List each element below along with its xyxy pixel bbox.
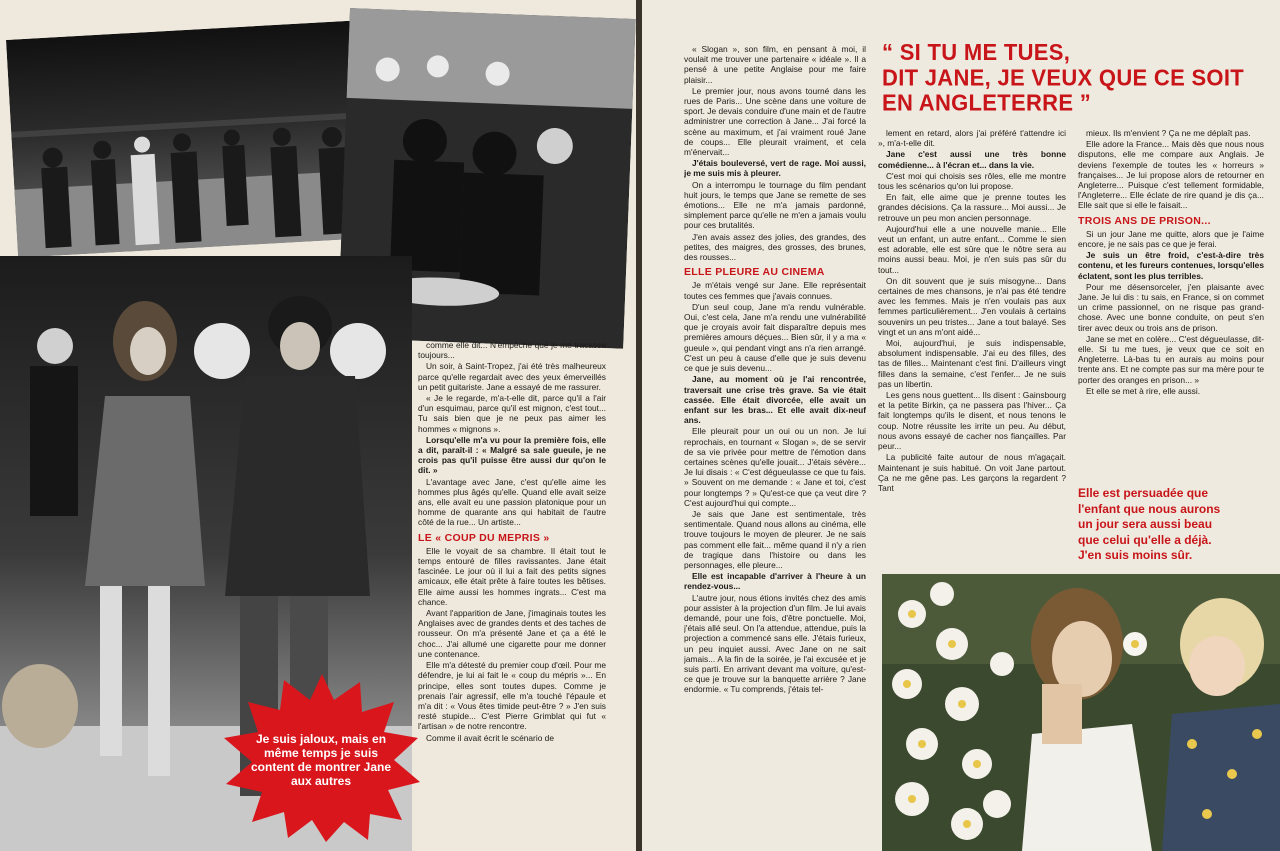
right-text-column-2 [878,128,1066,568]
paragraph: Je m'étais vengé sur Jane. Elle représentait toutes ces femmes que j'avais connues. [684,280,866,301]
paragraph: comme elle dit... N'empêche que je me tracasse toujours... [418,340,606,361]
paragraph: L'autre jour, nous étions invités chez des amis pour assister à la projection d'un film. Je lui avais demandé, pour une fois, d'être ponctuelle. Moi, j'étais allé seul. On l'a attendue, attendue, puis la projection a commencé sans elle. J'étais furieux, un peu inquiet aussi. Avec Jane on ne sait jamais... A la fin de la soirée, je l'ai excusée et je suis parti. En arrivant devant ma voiture, qu'est-ce que je trouve sur la banquette arrière ? Jane endormie. « Tu comprends, j'étais tel- [684,592,866,695]
paragraph: Jane, au moment où je l'ai rencontrée, traversait une crise très grave. Sa vie était cassée. Elle était divorcée, elle avait un enfant sur les bras... Et elle avait dix-neuf ans. [684,374,866,426]
pull-quote-line-3: un jour sera aussi beau [1078,517,1213,531]
paragraph: « Je le regarde, m'a-t-elle dit, parce qu'il a l'air d'un esquimau, parce qu'il est mignon, c'est tout... Tu sais bien que je ne peux pas aimer les hommes « mignons ». [418,393,606,434]
pull-quote [1078,486,1264,564]
paragraph: Jane se met en colère... C'est dégueulasse, dit-elle. Si tu me tues, je veux que ce soit en Angleterre. Là-bas tu en aurais au moins pour trente ans. Et ne compte pas sur ma mère pour te porter des oranges en prison... » [1078,333,1264,385]
paragraph: Je sais que Jane est sentimentale, très sentimentale. Quand nous allons au cinéma, elle trouve toujours le moyen de pleurer. Je ne sais pas comment elle fait... même quand il n'y a rien de tragique dans l'histoire ou dans les personnages, elle pleure... [684,508,866,570]
paragraph: Pour me désensorceler, j'en plaisante avec Jane. Je lui dis : tu sais, en France, si on commet un crime passionnel, on ne risque pas grand-chose. Avec une bonne conduite, on peut s'en tirer avec deux ou trois ans de prison. [1078,281,1264,333]
paragraph: Elle pleurait pour un oui ou un non. Je lui reprochais, en tournant « Slogan », de se servir de sa vie privée pour mettre de l'émotion dans certaines scènes qu'elle jouait... J'étais sévère... Je lui disais : « C'est dégueulasse ce que tu fais. » Souvent on me demande : « Jane et toi, c'est pour longtemps ? » Qu'est-ce que ça veut dire ? C'est aujourd'hui qui compte... [684,426,866,508]
paragraph: Si un jour Jane me quitte, alors que je l'aime encore, je ne sais pas ce que je ferai. [1078,228,1264,250]
section-heading: TROIS ANS DE PRISON... [1078,214,1211,227]
pull-quote-line-1: Elle est persuadée que [1078,486,1209,500]
paragraph: Comme il avait écrit le scénario de [426,732,555,743]
paragraph: L'avantage avec Jane, c'est qu'elle aime les hommes plus âgés qu'elle. Quand elle avait seize ans, elle avait eu une passion platonique pour un homme de quarante ans qui habitait de l'autre côté de la rue... Un artiste... [418,476,606,528]
paragraph: Lorsqu'elle m'a vu pour la première fois, elle a dit, paraît-il : « Malgré sa sale gueule, je ne crois pas qu'il puisse être aussi dur qu'on le dit. » [418,434,606,476]
paragraph: La publicité faite autour de nous m'agaçait. Maintenant je suis habitué. On voit Jane partout. Ça ne me gêne pas. Les garçons la regardent ? Tant [878,452,1066,493]
paragraph: Avant l'apparition de Jane, j'imaginais toutes les Anglaises avec de grandes dents et des taches de rousseur. On m'a présenté Jane et ça a été le choc... J'ai allumé une cigarette pour me donner une contenance. [418,608,606,659]
paragraph: C'est moi qui choisis ses rôles, elle me montre tous les scénarios qu'on lui propose. [878,170,1066,192]
headline-line-2: DIT JANE, JE VEUX QUE CE SOIT [882,64,1244,91]
left-page [0,0,636,851]
paragraph: Aujourd'hui elle a une nouvelle manie... Elle veut un enfant, un autre enfant... Comme le sien est adorable, elle est sûre que le nôtre sera au moins aussi beau. Moi, je n'en suis pas sûr du tout... [878,223,1066,275]
article-headline [882,40,1262,116]
paragraph: D'un seul coup, Jane m'a rendu vulnérable. Oui, c'est cela, Jane m'a rendu une vulnérabilité que je croyais avoir fait disparaître depuis mes premières amours déçues... Bien sûr, il y a ma « gueule », qui pendant vingt ans n'a rien arrangé. C'est un peu à cause d'elle que je suis devenu ce que je suis devenu... [684,301,866,374]
paragraph: Elle est incapable d'arriver à l'heure à un rendez-vous... [684,571,866,592]
paragraph: lement en retard, alors j'ai préféré t'attendre ici », m'a-t-elle dit. [878,128,1066,149]
section-heading: ELLE PLEURE AU CINEMA [684,266,825,279]
paragraph: « Slogan », son film, en pensant à moi, il voulait me trouver une partenaire « idéale ». Il a pensé à une petite Anglaise pour me faire plaisir... [684,44,866,85]
paragraph: Jane c'est aussi une très bonne comédienne... à l'écran et... dans la vie. [878,149,1066,170]
paragraph: mieux. Ils m'envient ? Ça ne me déplaît pas. [1086,128,1251,138]
paragraph: On a interrompu le tournage du film pendant huit jours, le temps que Jane se remette de ses émotions... Elle ne m'a jamais pardonné, simplement parce qu'elle ne m'en a jamais voulu pour ces brutalités. [684,179,866,231]
right-text-column-1 [684,44,866,814]
pull-quote-line-5: J'en suis moins sûr. [1078,548,1193,562]
paragraph: J'étais bouleversé, vert de rage. Moi aussi, je me suis mis à pleurer. [684,158,866,179]
paragraph: On dit souvent que je suis misogyne... Dans certaines de mes chansons, je n'ai pas été tendre avec les femmes. Mais je n'en voulais pas aux femmes particulièrement... J'en voulais à certains souvenirs un peu tristes... Jane a tout balayé. Ses vingt et un ans m'ont aidé... [878,275,1066,337]
right-text-column-3 [1078,128,1264,478]
headline-line-1: “ SI TU ME TUES, [882,39,1071,66]
pull-quote-line-2: l'enfant que nous aurons [1078,501,1221,516]
paragraph: Elle adore la France... Mais dès que nous nous disputons, elle me compare aux Anglais. Je deviens l'exemple de toutes les « horreurs » françaises... Je lui propose alors de retourner en Angleterre... Puisque c'est tellement formidable, l'Angleterre... Elle éclate de rire quand je dis ça... Elle sait que si elle le faisait... [1078,139,1264,211]
flowers-child-photo [882,574,1280,851]
section-heading: LE « COUP DU MEPRIS » [418,531,550,544]
paragraph: Moi, aujourd'hui, je suis indispensable, absolument indispensable. J'ai eu des filles, des tas de filles... Maintenant c'est fini. D'ailleurs vingt filles dans la semaine, c'est l'enfer... Je ne suis pas un libertin. [878,338,1066,389]
paragraph: J'en avais assez des jolies, des grandes, des petites, des maigres, des grosses, des brunes, des rousses... [684,231,866,263]
paragraph: Le premier jour, nous avons tourné dans les rues de Paris... Une scène dans une voiture de sport. Je devais conduire d'une main et de l'autre administrer une correction à Jane... J'ai forcé la scène au maximum, et j'ai vraiment roué Jane de coups... Elle pleurait vraiment, et cela m'énervait... [684,85,866,158]
paragraph: Je suis un être froid, c'est-à-dire très contenu, et les fureurs contenues, lorsqu'elles éclatent, sont les plus terribles. [1078,250,1264,281]
pull-quote-line-4: que celui qu'elle a déjà. [1078,532,1212,547]
right-page [642,0,1280,851]
paragraph: Elle le voyait de sa chambre. Il était tout le temps entouré de filles ravissantes. Jane était fascinée. Le jour où il lui a fait des petits signes amicaux, elle était prête à faire toutes les bêtises. Elle aime aussi les hommes ingrats... C'est ma chance. [418,545,606,607]
paragraph: Un soir, à Saint-Tropez, j'ai été très malheureux parce qu'elle regardait avec des yeux émerveillés un petit guitariste. Jane a essayé de me rassurer. [418,361,606,392]
paragraph: Les gens nous guettent... Ils disent : Gainsbourg et la petite Birkin, ça ne passera pas l'hiver... Ça fait longtemps qu'ils le disent, et nous tenons le coup. Notre réussite les irrite un peu. Au début, nous avons essayé de cacher nos fiançailles. Par peur... [878,390,1066,452]
headline-line-3: EN ANGLETERRE ” [882,89,1092,116]
paragraph: Elle m'a détesté du premier coup d'œil. Pour me défendre, je lui ai fait le « coup du mépris »... En principe, elles sont toutes dupes. Comme je prenais l'air agressif, elle m'a touché l'épaule et m'a dit : « Vous êtes timide peut-être ? » J'en suis resté stupide... C'est Pierre Grimblat qui fut « l'artisan » de notre rencontre. [418,660,606,732]
left-page-text-column [418,340,606,846]
paragraph: En fait, elle aime que je prenne toutes les grandes décisions. Ça la rassure... Moi aussi... Je retrouve un peu mon ancien personnage. [878,192,1066,223]
paragraph: Et elle se met à rire, elle aussi. [1086,385,1201,396]
burst-caption: Je suis jaloux, mais en même temps je suis content de montrer Jane aux autres [250,732,392,788]
